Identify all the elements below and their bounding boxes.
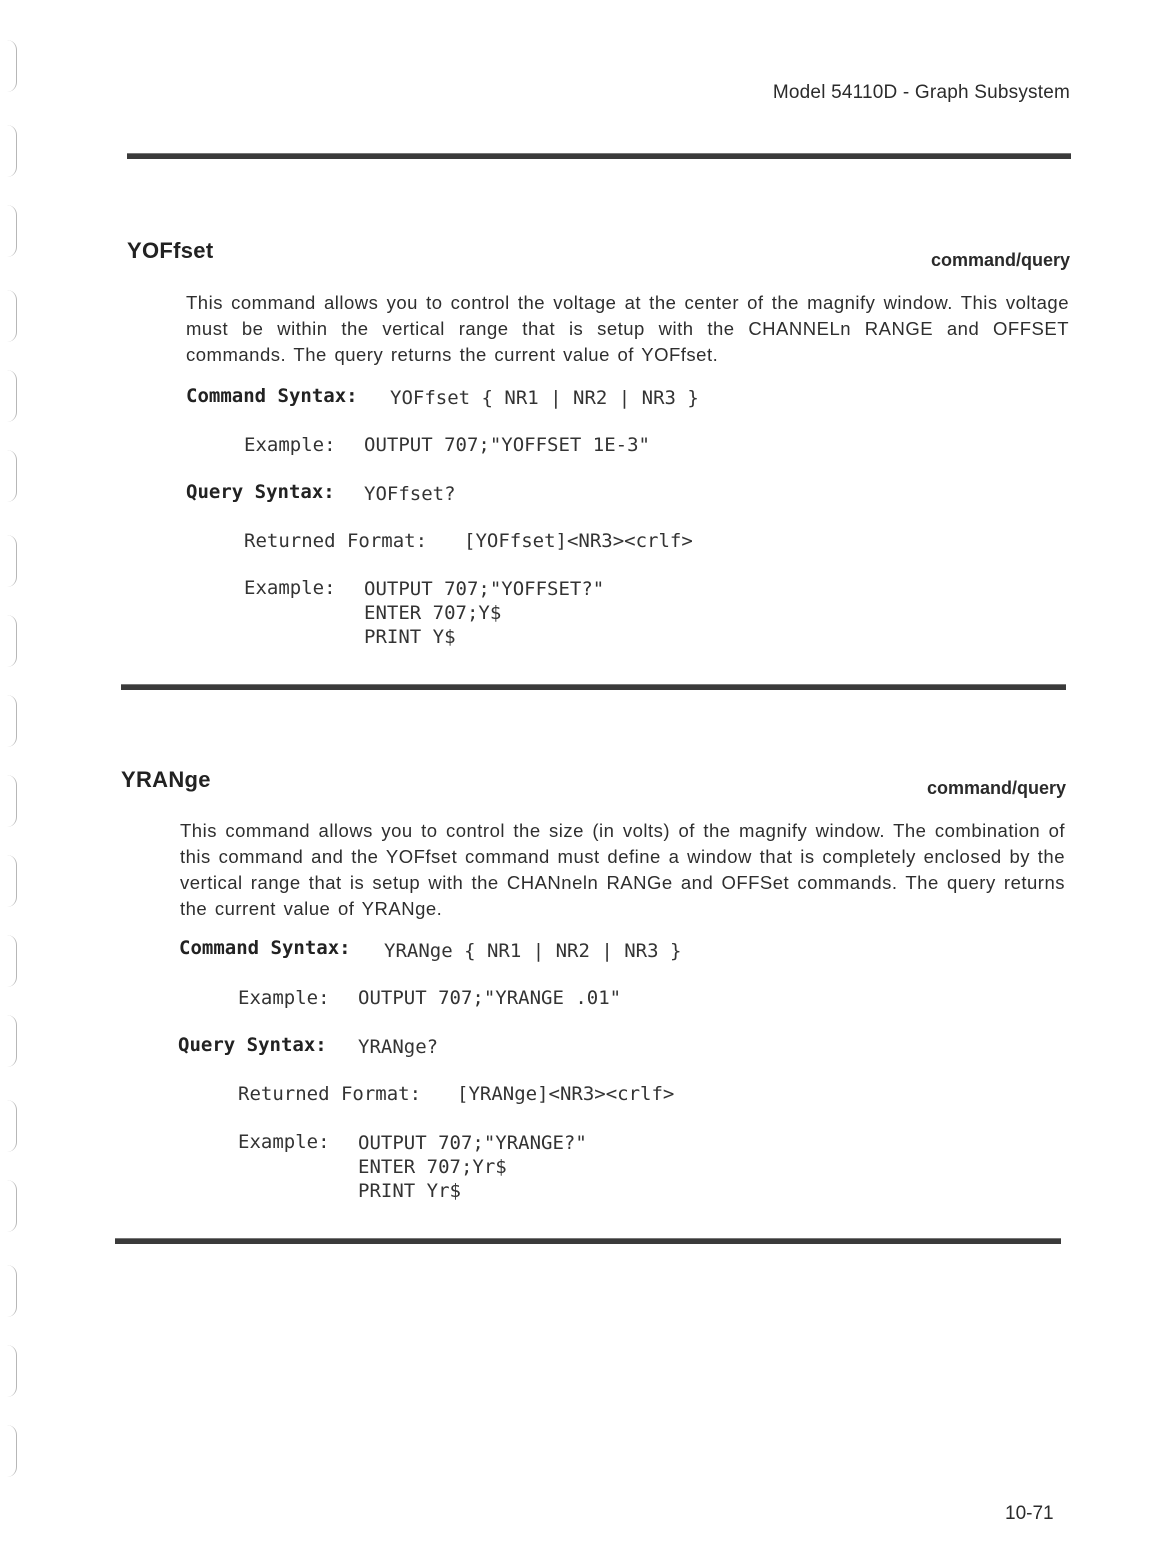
section-title: YOFfset — [127, 238, 214, 263]
query-example-code — [364, 577, 604, 649]
returned-format-value: [YOFfset]<NR3><crlf> — [464, 530, 693, 552]
binder-edge-mark — [0, 1180, 17, 1232]
binder-edge-mark — [0, 450, 17, 502]
query-example-label: Example: — [244, 577, 336, 599]
binder-edge-mark — [0, 1345, 17, 1397]
binder-edge-mark — [0, 290, 17, 342]
running-head: Model 54110D - Graph Subsystem — [772, 82, 1070, 103]
returned-format-label: Returned Format: — [238, 1083, 422, 1105]
command-example-value: OUTPUT 707;"YRANGE .01" — [358, 987, 622, 1009]
command-example-label: Example: — [238, 987, 330, 1009]
section-description: This command allows you to control the size (in volts) of the magnify window. The combination of this command and the YOFfset command must define a window that is completely enclosed by the vertical range that is setup with the CHANneln RANGe and OFFSet commands. The query returns the current value of YRANge. — [180, 820, 1065, 919]
section-description: This command allows you to control the voltage at the center of the magnify window. This voltage must be within the vertical range that is setup with the CHANNELn RANGE and OFFSET commands. The query returns the current value of YOFfset. — [186, 292, 1069, 365]
section-type-label: command/query — [926, 778, 1066, 798]
section-title: YRANge — [121, 767, 211, 792]
code-line: ENTER 707;Y$ — [364, 602, 502, 624]
binder-edge-mark — [0, 615, 17, 667]
command-example-value: OUTPUT 707;"YOFFSET 1E-3" — [364, 434, 650, 456]
binder-edge-mark — [0, 40, 17, 92]
query-syntax-value: YRANge? — [358, 1036, 439, 1058]
binder-edge-mark — [0, 1425, 17, 1477]
section-type-label: command/query — [930, 250, 1070, 270]
query-example-label: Example: — [238, 1131, 330, 1153]
code-line: OUTPUT 707;"YOFFSET?" — [364, 578, 605, 600]
query-example-code — [358, 1131, 587, 1203]
command-syntax-value: YOFfset { NR1 | NR2 | NR3 } — [390, 387, 699, 409]
returned-format-label: Returned Format: — [244, 530, 428, 552]
section-divider-rule — [121, 684, 1066, 690]
bottom-rule — [115, 1238, 1061, 1244]
command-syntax-label: Command Syntax: — [186, 385, 358, 407]
query-syntax-label: Query Syntax: — [178, 1034, 327, 1056]
binder-edge-mark — [0, 775, 17, 827]
code-line: ENTER 707;Yr$ — [358, 1156, 507, 1178]
command-syntax-value: YRANge { NR1 | NR2 | NR3 } — [384, 940, 682, 962]
code-line: OUTPUT 707;"YRANGE?" — [358, 1132, 587, 1154]
binder-edge-mark — [0, 1265, 17, 1317]
query-syntax-value: YOFfset? — [364, 483, 456, 505]
binder-edge-mark — [0, 1100, 17, 1152]
binder-edge-mark — [0, 370, 17, 422]
binder-edge-mark — [0, 535, 17, 587]
binder-edge-mark — [0, 935, 17, 987]
binder-edge-mark — [0, 1015, 17, 1067]
returned-format-value: [YRANge]<NR3><crlf> — [457, 1083, 675, 1105]
binder-edge-mark — [0, 125, 17, 177]
command-syntax-label: Command Syntax: — [179, 937, 351, 959]
command-example-label: Example: — [244, 434, 336, 456]
query-syntax-label: Query Syntax: — [186, 481, 335, 503]
page-number: 10-71 — [1005, 1503, 1054, 1524]
top-rule — [127, 153, 1071, 159]
binder-edge-mark — [0, 205, 17, 257]
code-line: PRINT Yr$ — [358, 1180, 461, 1202]
code-line: PRINT Y$ — [364, 626, 456, 648]
binder-edge-mark — [0, 695, 17, 747]
binder-edge-mark — [0, 855, 17, 907]
